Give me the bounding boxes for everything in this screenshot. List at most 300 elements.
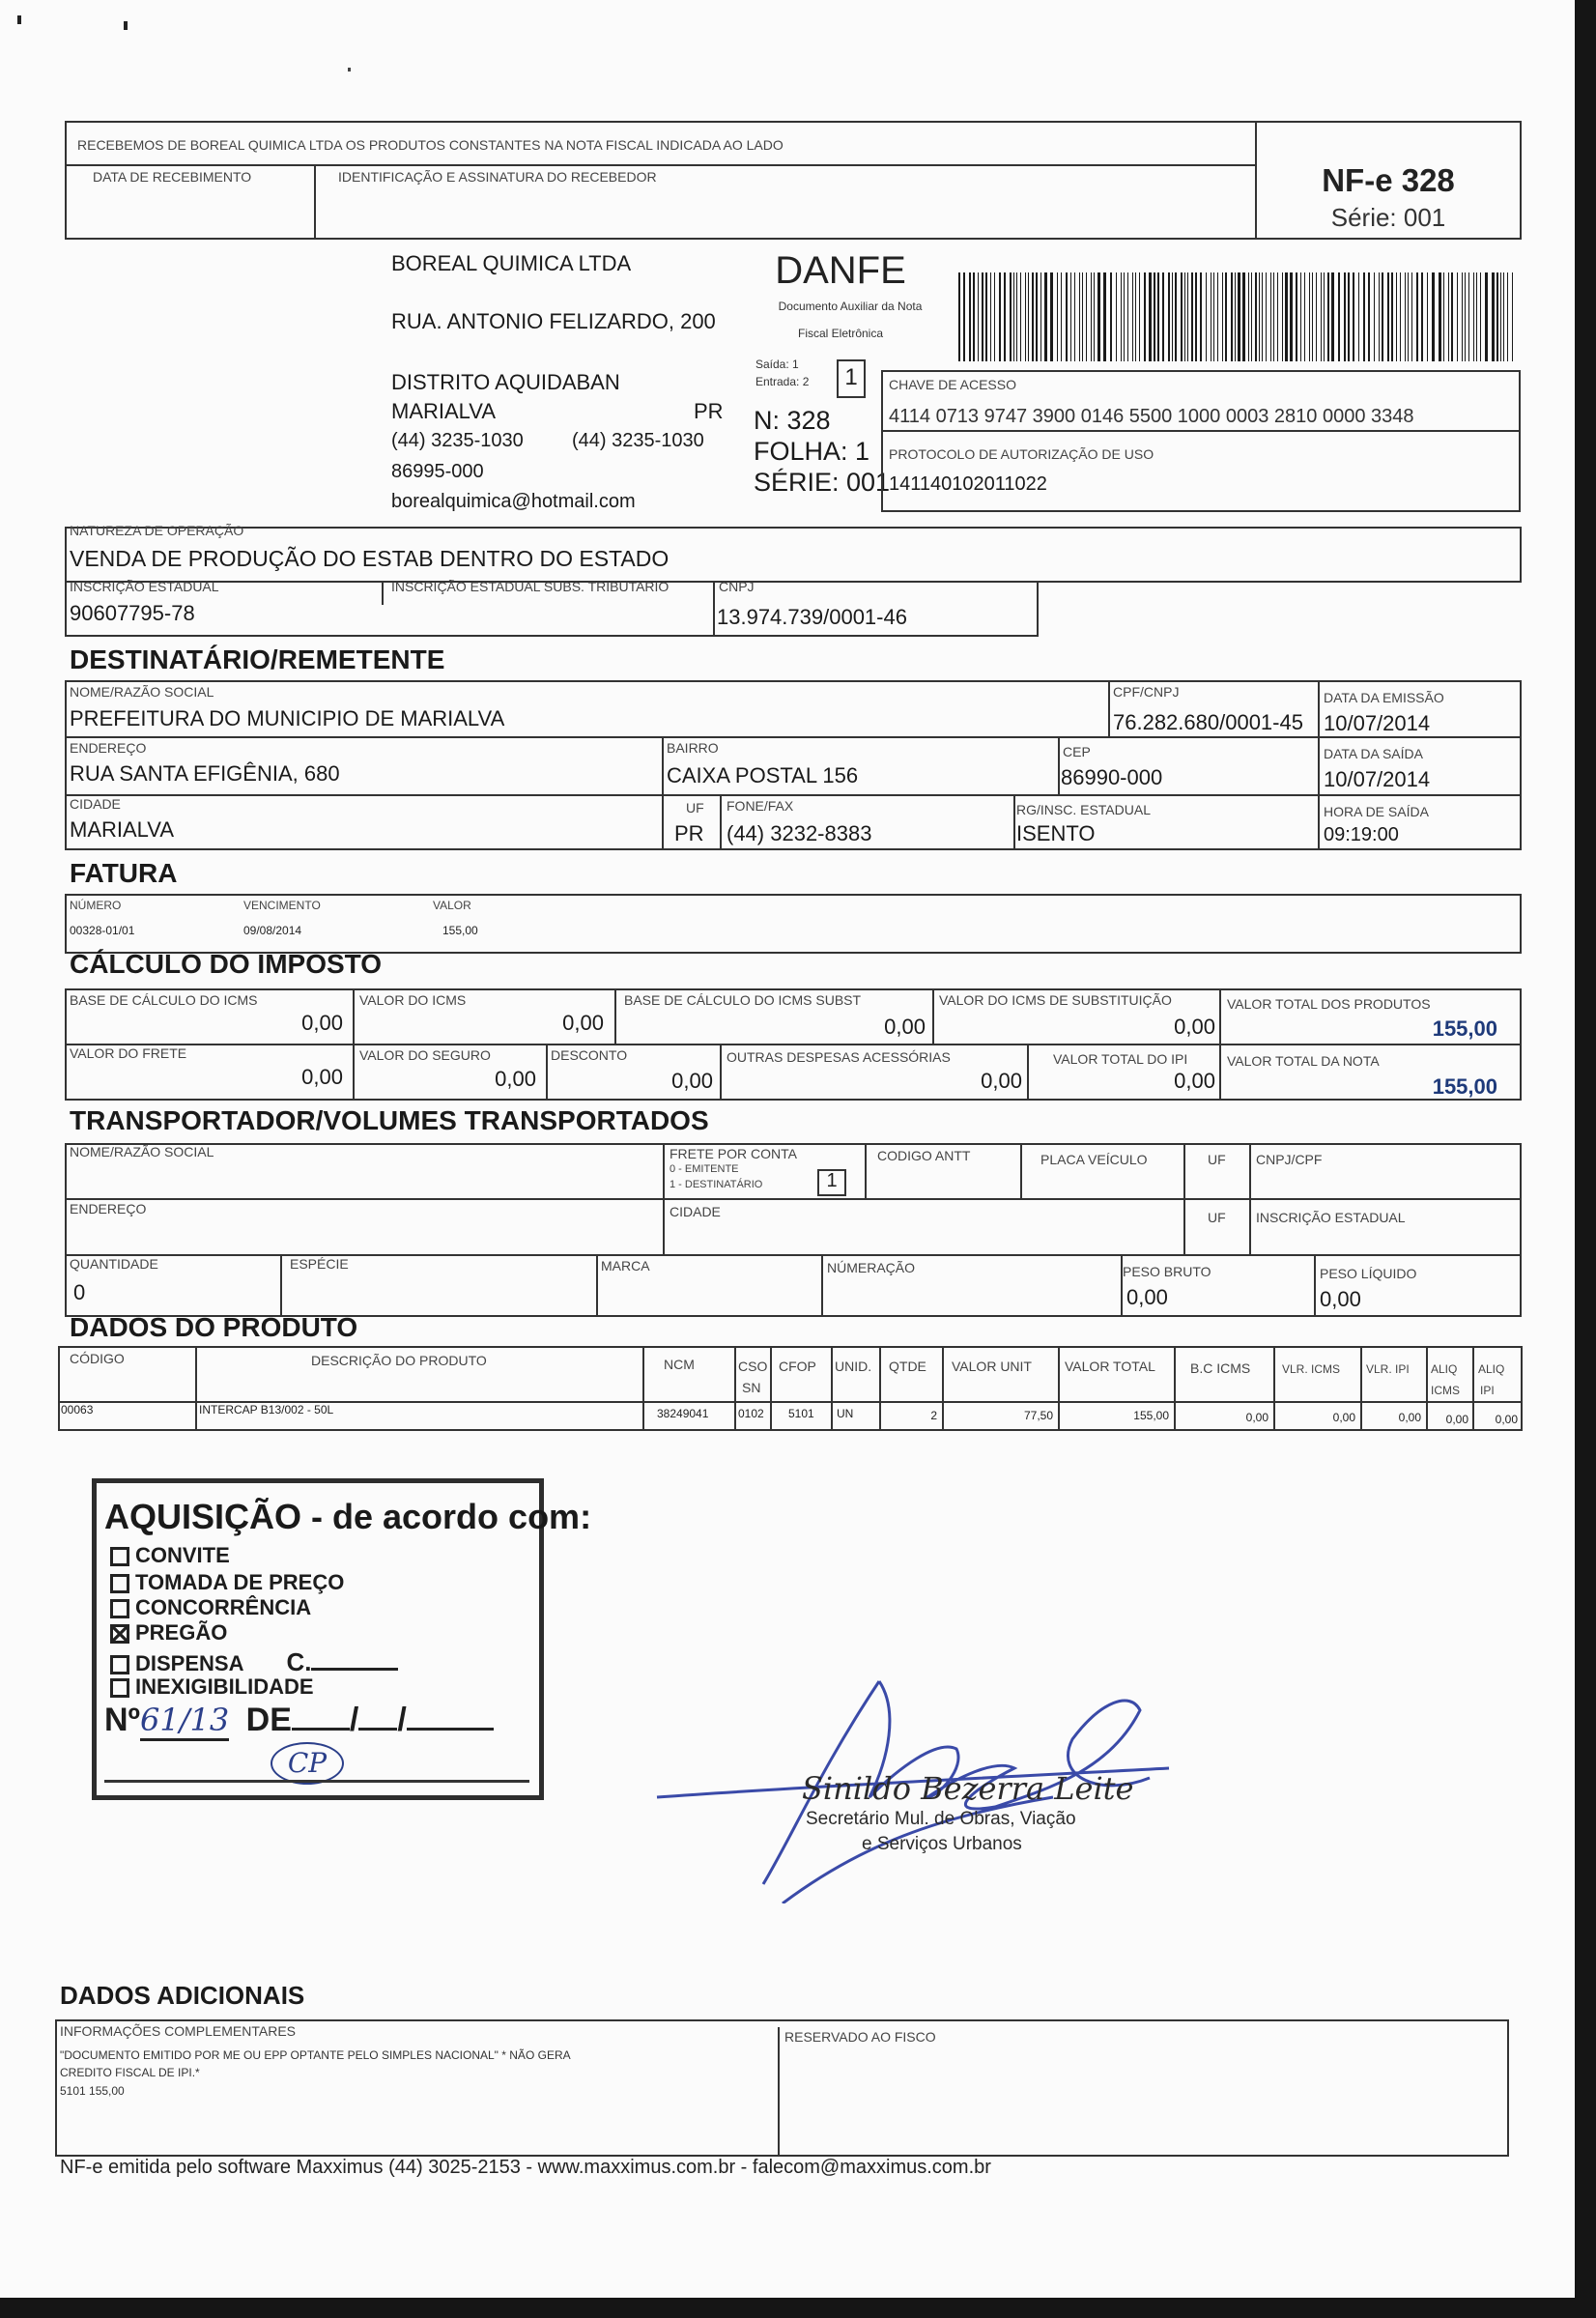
barcode-bar	[1282, 272, 1283, 361]
fatura-valor-label: VALOR	[433, 899, 471, 912]
barcode-bar	[1480, 272, 1481, 361]
quantidade: 0	[73, 1280, 86, 1304]
dest-cep-label: CEP	[1063, 744, 1091, 759]
barcode-bar	[1016, 272, 1017, 361]
barcode-bar	[1086, 272, 1087, 361]
ident-assinatura-label: IDENTIFICAÇÃO E ASSINATURA DO RECEBEDOR	[338, 169, 657, 185]
emitente-distrito: DISTRITO AQUIDABAN	[391, 370, 620, 394]
dest-cidade-label: CIDADE	[70, 796, 121, 812]
stamp-bottom-line	[104, 1780, 529, 1783]
barcode-bar	[1427, 272, 1428, 361]
barcode-bar	[1396, 272, 1397, 361]
barcode-bar	[1327, 272, 1329, 361]
stamp-date-line	[292, 1728, 350, 1731]
h-bc: B.C ICMS	[1190, 1360, 1251, 1376]
dest-bairro-label: BAIRRO	[667, 740, 719, 756]
dest-hora-label: HORA DE SAÍDA	[1324, 804, 1429, 819]
peso-bruto-label: PESO BRUTO	[1123, 1264, 1211, 1279]
fatura-title: FATURA	[70, 858, 178, 888]
transp-cidade-label: CIDADE	[670, 1204, 721, 1219]
total-nota-label: VALOR TOTAL DA NOTA	[1227, 1053, 1380, 1069]
info-linha2: CREDITO FISCAL DE IPI.*	[60, 2066, 200, 2079]
total-prod-label: VALOR TOTAL DOS PRODUTOS	[1227, 996, 1431, 1012]
prod-v-desc	[195, 1346, 197, 1431]
concorrencia-checkbox	[110, 1599, 129, 1618]
imposto-hline	[65, 1044, 1522, 1045]
row-desc: INTERCAP B13/002 - 50L	[199, 1403, 334, 1417]
barcode-bar	[1248, 272, 1249, 361]
barcode-bar	[1091, 272, 1092, 361]
barcode-bar	[1057, 272, 1058, 361]
valor-icms-label: VALOR DO ICMS	[359, 992, 467, 1008]
barcode-bar	[1206, 272, 1207, 361]
barcode-bar	[1110, 272, 1112, 361]
barcode-bar	[1451, 272, 1453, 361]
especie-label: ESPÉCIE	[290, 1256, 349, 1272]
valor-subst-label: VALOR DO ICMS DE SUBSTITUIÇÃO	[939, 992, 1172, 1008]
canhoto-hline	[65, 164, 1255, 166]
barcode-bar	[1103, 272, 1106, 361]
stamp-option-inexigibilidade	[110, 1674, 314, 1700]
barcode-bar	[1400, 272, 1401, 361]
barcode-bar	[1004, 272, 1006, 361]
barcode-bar	[994, 272, 995, 361]
danfe-folha: FOLHA: 1	[754, 437, 870, 466]
inexigibilidade-label: INEXIGIBILIDADE	[135, 1674, 314, 1699]
prod-v-unid	[831, 1346, 833, 1431]
barcode-bar	[1368, 272, 1370, 361]
pregao-label: PREGÃO	[135, 1620, 228, 1645]
numeracao-label: NÚMERAÇÃO	[827, 1260, 916, 1275]
prod-v-cfop	[770, 1346, 772, 1431]
h-vicms: VLR. ICMS	[1282, 1362, 1341, 1376]
barcode-bar	[1079, 272, 1080, 361]
aquisicao-stamp	[92, 1478, 592, 1800]
barcode-bar	[1070, 272, 1071, 361]
assinatura-cargo1: Secretário Mul. de Obras, Viação	[806, 1809, 1076, 1829]
h-unid: UNID.	[835, 1359, 872, 1374]
dest-hora: 09:19:00	[1324, 824, 1399, 845]
barcode-bar	[1074, 272, 1075, 361]
info-linha3: 5101 155,00	[60, 2084, 125, 2098]
ipi-label: VALOR TOTAL DO IPI	[1053, 1051, 1188, 1067]
h-vunit: VALOR UNIT	[952, 1359, 1032, 1374]
danfe-serie: SÉRIE: 001	[754, 468, 891, 497]
dest-hline2	[65, 794, 1522, 796]
dest-saida-label: DATA DA SAÍDA	[1324, 746, 1423, 761]
imp-v5	[546, 1044, 548, 1101]
barcode-bar	[1500, 272, 1501, 361]
danfe-tipo: 1	[844, 364, 858, 390]
adicionais-divider	[778, 2027, 780, 2157]
barcode-bar	[1290, 272, 1293, 361]
emitente-fone1: (44) 3235-1030	[391, 430, 524, 451]
barcode-bar	[1492, 272, 1495, 361]
barcode-bar	[1162, 272, 1164, 361]
h-aliq-ipi-b: IPI	[1480, 1384, 1495, 1397]
barcode-bar	[1262, 272, 1263, 361]
natureza-label: NATUREZA DE OPERAÇÃO	[70, 523, 244, 538]
ie-vline1	[382, 581, 384, 605]
ie-label: INSCRIÇÃO ESTADUAL	[70, 579, 219, 594]
barcode-bar	[1379, 272, 1380, 361]
stamp-rubrica: CP	[271, 1742, 344, 1785]
transp-uf2-label: UF	[1208, 1210, 1226, 1225]
h-descricao: DESCRIÇÃO DO PRODUTO	[311, 1353, 487, 1368]
barcode-bar	[1374, 272, 1375, 361]
cnpj-label: CNPJ	[719, 579, 755, 594]
seguro: 0,00	[495, 1067, 536, 1091]
peso-bruto: 0,00	[1126, 1285, 1168, 1309]
dest-vline-data	[1318, 680, 1320, 850]
fatura-venc: 09/08/2014	[243, 924, 302, 937]
barcode-bar	[1363, 272, 1365, 361]
chave-hline	[881, 430, 1521, 432]
frete-val: 1	[826, 1170, 838, 1191]
chave-label: CHAVE DE ACESSO	[889, 377, 1017, 392]
row-aliq-ipi: 0,00	[1495, 1413, 1518, 1426]
barcode-bar	[1382, 272, 1383, 361]
barcode-bar	[1082, 272, 1083, 361]
stamp-option-tomada	[110, 1570, 344, 1595]
barcode-bar	[1157, 272, 1159, 361]
barcode-bar	[1187, 272, 1188, 361]
barcode-bar	[1121, 272, 1122, 361]
barcode-bar	[1277, 272, 1278, 361]
frete-label: VALOR DO FRETE	[70, 1045, 187, 1061]
barcode-bar	[1116, 272, 1117, 361]
barcode-bar	[978, 272, 979, 361]
info-linha1: "DOCUMENTO EMITIDO POR ME OU EPP OPTANTE PELO SIMPLES NACIONAL" * NÃO GERA	[60, 2048, 571, 2062]
total-nota: 155,00	[1432, 1074, 1497, 1099]
stamp-option-concorrencia	[110, 1595, 311, 1620]
barcode-bar	[1144, 272, 1146, 361]
barcode-bar	[969, 272, 971, 361]
barcode-bar	[1421, 272, 1423, 361]
h-codigo: CÓDIGO	[70, 1351, 125, 1366]
row-vicms: 0,00	[1332, 1411, 1355, 1424]
dest-end-label: ENDEREÇO	[70, 740, 147, 756]
barcode-bar	[1036, 272, 1038, 361]
barcode-bar	[1242, 272, 1245, 361]
frete-opt0: 0 - EMITENTE	[670, 1163, 739, 1175]
barcode-bar	[990, 272, 991, 361]
barcode-bar	[1097, 272, 1100, 361]
total-prod: 155,00	[1432, 1016, 1497, 1041]
barcode-bar	[1285, 272, 1288, 361]
desconto-label: DESCONTO	[551, 1047, 628, 1063]
barcode-bar	[1010, 272, 1012, 361]
dest-cpf-label: CPF/CNPJ	[1113, 684, 1180, 700]
barcode-bar	[1507, 272, 1508, 361]
prod-v-ncm	[642, 1346, 644, 1431]
barcode-bar	[1222, 272, 1223, 361]
base-subst-label: BASE DE CÁLCULO DO ICMS SUBST	[624, 992, 862, 1008]
dispensa-c-label: C.	[286, 1647, 312, 1676]
barcode-bar	[1217, 272, 1218, 361]
ie-valor: 90607795-78	[70, 601, 195, 625]
marca-label: MARCA	[601, 1258, 650, 1273]
dest-fone-label: FONE/FAX	[727, 798, 794, 814]
dest-endereco: RUA SANTA EFIGÊNIA, 680	[70, 761, 340, 786]
barcode-bar	[1473, 272, 1474, 361]
inexigibilidade-checkbox	[110, 1678, 129, 1698]
row-bc: 0,00	[1245, 1411, 1268, 1424]
barcode-bar	[1457, 272, 1458, 361]
transp-v-marca	[596, 1254, 598, 1317]
fatura-numero: 00328-01/01	[70, 924, 135, 937]
barcode-bar	[1273, 272, 1274, 361]
barcode-bar	[1013, 272, 1014, 361]
barcode-bar	[1132, 272, 1133, 361]
barcode-bar	[958, 272, 960, 361]
barcode-bar	[1225, 272, 1227, 361]
barcode-bar	[1020, 272, 1021, 361]
transp-nome-label: NOME/RAZÃO SOCIAL	[70, 1144, 214, 1159]
dest-nome-label: NOME/RAZÃO SOCIAL	[70, 684, 214, 700]
barcode-bar	[1304, 272, 1305, 361]
base-subst: 0,00	[884, 1015, 926, 1039]
barcode-bar	[1168, 272, 1170, 361]
danfe-sub2: Fiscal Eletrônica	[797, 327, 884, 340]
barcode-bar	[1439, 272, 1441, 361]
barcode-bar	[1468, 272, 1469, 361]
barcode-bar	[973, 272, 975, 361]
tomada-label: TOMADA DE PREÇO	[135, 1570, 345, 1594]
stamp-option-pregao	[110, 1620, 227, 1645]
dest-cpf: 76.282.680/0001-45	[1113, 710, 1303, 734]
dest-vline-cpf	[1108, 680, 1110, 736]
dispensa-c-line	[311, 1668, 398, 1671]
barcode-bar	[1149, 272, 1152, 361]
barcode-bar	[1238, 272, 1240, 361]
assinatura-nome: Sinildo Bezerra Leite	[802, 1770, 1134, 1807]
peso-liq-label: PESO LÍQUIDO	[1320, 1266, 1417, 1281]
barcode-bar	[1432, 272, 1435, 361]
danfe-numero: N: 328	[754, 406, 831, 435]
barcode-bar	[1066, 272, 1068, 361]
barcode-bar	[1408, 272, 1409, 361]
barcode-bar	[1485, 272, 1488, 361]
h-cso: CSO	[738, 1359, 768, 1374]
desconto: 0,00	[671, 1069, 713, 1093]
barcode-bar	[1324, 272, 1325, 361]
stamp-numero-hand: 61/13	[140, 1702, 229, 1741]
emitente-cep: 86995-000	[391, 461, 484, 482]
concorrencia-label: CONCORRÊNCIA	[135, 1595, 312, 1619]
barcode-bar	[1124, 272, 1125, 361]
barcode-bar	[1184, 272, 1185, 361]
h-qtde: QTDE	[889, 1359, 926, 1374]
dest-vline-cep	[1058, 736, 1060, 794]
barcode-bar	[1235, 272, 1236, 361]
destinatario-title: DESTINATÁRIO/REMETENTE	[70, 644, 445, 674]
barcode-bar	[1387, 272, 1389, 361]
danfe-title: DANFE	[775, 249, 906, 292]
dest-uf: PR	[674, 821, 704, 845]
nfe-number: NF-e 328	[1322, 162, 1455, 198]
frete-opt1: 1 - DESTINATÁRIO	[670, 1179, 763, 1190]
barcode-bar	[1266, 272, 1267, 361]
barcode-bar	[1200, 272, 1202, 361]
transp-v-uf	[1183, 1143, 1185, 1254]
h-aliq-ipi: ALIQ	[1478, 1362, 1505, 1376]
scan-speck	[17, 15, 21, 24]
stamp-numero-row	[104, 1702, 494, 1739]
danfe-sub1: Documento Auxiliar da Nota	[778, 300, 923, 313]
row-cso: 0102	[738, 1407, 764, 1420]
stamp-slash2: /	[397, 1702, 407, 1738]
barcode-bar	[985, 272, 987, 361]
protocolo-label: PROTOCOLO DE AUTORIZAÇÃO DE USO	[889, 446, 1154, 462]
barcode-bar	[1300, 272, 1301, 361]
base-icms: 0,00	[301, 1011, 343, 1035]
transp-v-placa	[1020, 1143, 1022, 1198]
barcode-bar	[1416, 272, 1418, 361]
stamp-slash1: /	[349, 1702, 359, 1738]
dispensa-label: DISPENSA	[135, 1651, 244, 1675]
barcode-bar	[1154, 272, 1155, 361]
dest-emissao-label: DATA DA EMISSÃO	[1324, 690, 1444, 705]
data-recebimento-label: DATA DE RECEBIMENTO	[93, 169, 252, 185]
seguro-label: VALOR DO SEGURO	[359, 1047, 491, 1063]
convite-checkbox	[110, 1547, 129, 1566]
barcode-bar	[963, 272, 965, 361]
h-ncm: NCM	[664, 1357, 695, 1372]
transp-end-label: ENDEREÇO	[70, 1201, 147, 1216]
barcode-bar	[1195, 272, 1197, 361]
ipi: 0,00	[1174, 1069, 1215, 1093]
row-unid: UN	[837, 1407, 854, 1420]
row-qtde: 2	[930, 1409, 937, 1422]
barcode-bar	[1448, 272, 1449, 361]
h-sn: SN	[742, 1380, 761, 1395]
dest-rg-label: RG/INSC. ESTADUAL	[1016, 802, 1151, 817]
barcode-bar	[999, 272, 1001, 361]
danfe-entrada: Entrada: 2	[755, 375, 810, 388]
valor-icms: 0,00	[562, 1011, 604, 1035]
barcode-bar	[1175, 272, 1177, 361]
transp-h1	[65, 1198, 1522, 1200]
base-icms-label: BASE DE CÁLCULO DO ICMS	[70, 992, 258, 1008]
imp-v7	[1027, 1044, 1029, 1101]
emitente-rua: RUA. ANTONIO FELIZARDO, 200	[391, 309, 716, 333]
row-ncm: 38249041	[657, 1407, 709, 1420]
dest-hline1	[65, 736, 1522, 738]
barcode-bar	[1462, 272, 1463, 361]
transp-v-num	[821, 1254, 823, 1317]
fatura-valor: 155,00	[442, 924, 478, 937]
transp-v-pl	[1314, 1254, 1316, 1317]
fisco-label: RESERVADO AO FISCO	[784, 2029, 936, 2045]
barcode-bar	[1251, 272, 1252, 361]
h-cfop: CFOP	[779, 1359, 816, 1374]
nfe-serie: Série: 001	[1330, 203, 1446, 232]
stamp-date-line3	[407, 1728, 494, 1731]
barcode-bar	[1040, 272, 1041, 361]
danfe-saida: Saída: 1	[755, 358, 799, 371]
placa-label: PLACA VEÍCULO	[1040, 1152, 1148, 1167]
row-cfop: 5101	[788, 1407, 814, 1420]
barcode-bar	[1296, 272, 1297, 361]
valor-subst: 0,00	[1174, 1015, 1215, 1039]
barcode-bar	[1348, 272, 1350, 361]
dest-fone: (44) 3232-8383	[727, 821, 872, 845]
dest-vline-uf	[720, 794, 722, 850]
emitente-uf: PR	[694, 399, 724, 423]
cnpj-valor: 13.974.739/0001-46	[717, 605, 907, 629]
barcode-bar	[1028, 272, 1029, 361]
dest-vline-rg	[1013, 794, 1015, 850]
antt-label: CODIGO ANTT	[877, 1148, 971, 1163]
outras-label: OUTRAS DESPESAS ACESSÓRIAS	[727, 1049, 951, 1065]
transportador-box	[65, 1143, 1522, 1317]
barcode-image	[956, 272, 1519, 361]
barcode-bar	[1259, 272, 1260, 361]
canhoto-vline	[314, 164, 316, 240]
assinatura-cargo2: e Serviços Urbanos	[862, 1834, 1022, 1854]
row-vtotal: 155,00	[1133, 1409, 1169, 1422]
emitente-email: borealquimica@hotmail.com	[391, 491, 636, 512]
barcode-bar	[1344, 272, 1346, 361]
produtos-title: DADOS DO PRODUTO	[70, 1312, 358, 1342]
barcode-bar	[1127, 272, 1128, 361]
fatura-venc-label: VENCIMENTO	[243, 899, 321, 912]
transp-ie-label: INSCRIÇÃO ESTADUAL	[1256, 1210, 1406, 1225]
chave-acesso: 4114 0713 9747 3900 0146 5500 1000 0003 2810 0000 3348	[889, 406, 1414, 427]
barcode-bar	[1213, 272, 1214, 361]
iest-label: INSCRIÇÃO ESTADUAL SUBS. TRIBUTARIO	[391, 579, 670, 594]
dest-uf-label: UF	[686, 800, 704, 816]
barcode-bar	[1443, 272, 1444, 361]
scan-speck	[348, 68, 351, 72]
barcode-bar	[1050, 272, 1053, 361]
h-aliq-icms-b: ICMS	[1431, 1384, 1460, 1397]
h-aliq-icms: ALIQ	[1431, 1362, 1458, 1376]
barcode-bar	[1032, 272, 1034, 361]
barcode-bar	[1255, 272, 1257, 361]
info-label: INFORMAÇÕES COMPLEMENTARES	[60, 2023, 296, 2039]
adicionais-title: DADOS ADICIONAIS	[60, 1981, 305, 2010]
transportador-title: TRANSPORTADOR/VOLUMES TRANSPORTADOS	[70, 1105, 709, 1135]
barcode-bar	[1391, 272, 1393, 361]
stamp-numero-prefix: Nº	[104, 1702, 140, 1738]
quantidade-label: QUANTIDADE	[70, 1256, 158, 1272]
transp-v-antt	[865, 1143, 867, 1198]
barcode-bar	[1270, 272, 1271, 361]
barcode-bar	[982, 272, 983, 361]
imp-v2	[614, 988, 616, 1044]
emitente-fone2: (44) 3235-1030	[572, 430, 704, 451]
imp-v3	[932, 988, 934, 1044]
barcode-bar	[1512, 272, 1513, 361]
emitente-nome: BOREAL QUIMICA LTDA	[391, 251, 632, 275]
barcode-bar	[1181, 272, 1183, 361]
imp-v1	[353, 988, 355, 1101]
dest-cep: 86990-000	[1061, 765, 1163, 789]
peso-liq: 0,00	[1320, 1287, 1361, 1311]
imposto-title: CÁLCULO DO IMPOSTO	[70, 949, 383, 979]
barcode-bar	[1172, 272, 1173, 361]
transp-v-cnpj	[1249, 1143, 1251, 1254]
scan-speck	[124, 21, 128, 30]
imp-v6	[720, 1044, 722, 1101]
barcode-bar	[1465, 272, 1466, 361]
dispensa-checkbox	[110, 1655, 129, 1674]
row-codigo: 00063	[61, 1403, 94, 1417]
imp-v4	[1219, 988, 1221, 1101]
prod-v-cso	[734, 1346, 736, 1431]
